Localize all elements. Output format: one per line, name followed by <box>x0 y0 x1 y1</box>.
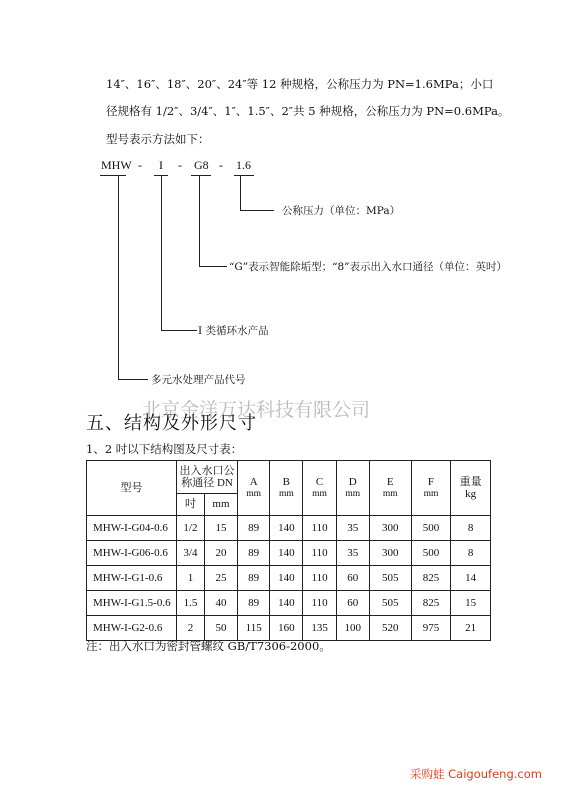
table-cell: 15 <box>451 591 491 616</box>
table-cell: 1.5 <box>177 591 205 616</box>
table-row <box>87 516 491 541</box>
table-cell: 110 <box>303 566 336 591</box>
table-cell: 89 <box>238 541 270 566</box>
header-f-label: F <box>427 476 435 488</box>
header-d-unit: mm <box>345 489 361 499</box>
footer-brand-en: Caigoufeng.com <box>448 767 542 781</box>
underline-mhw <box>100 175 126 176</box>
footer-brand[interactable] <box>410 766 542 782</box>
table-cell-model: MHW-I-G1-0.6 <box>87 566 177 591</box>
header-a-label: A <box>249 476 258 488</box>
model-code-part-pressure: 1.6 <box>236 158 251 172</box>
annotation-pressure: 公称压力（单位：MPa） <box>282 205 401 217</box>
table-cell: 1 <box>177 566 205 591</box>
intro-line-1: 14″、16″、18″、20″、24″等 12 种规格，公称压力为 PN=1.6MPa；小口 <box>106 77 494 91</box>
table-cell: 60 <box>336 566 369 591</box>
header-e-unit: mm <box>382 489 398 499</box>
table-cell: 89 <box>238 516 270 541</box>
table-cell: 35 <box>336 541 369 566</box>
table-cell: 110 <box>303 516 336 541</box>
annotation-product-code: 多元水处理产品代号 <box>151 374 246 386</box>
table-cell: 2 <box>177 616 205 641</box>
table-cell: 160 <box>270 616 303 641</box>
model-code-part-g8: G8 <box>194 158 209 172</box>
table-row <box>87 616 491 641</box>
connector-g8-h <box>199 266 227 267</box>
underline-g8 <box>191 175 211 176</box>
connector-i-h <box>161 330 197 331</box>
model-code-sep-2: - <box>178 158 182 172</box>
connector-mhw-v <box>118 175 119 380</box>
table-cell: 1/2 <box>177 516 205 541</box>
annotation-g8: “G”表示智能除垢型；“8”表示出入水口通径（单位：英吋） <box>229 261 508 273</box>
model-code-part-mhw: MHW <box>101 158 132 172</box>
header-weight-line1: 重量 <box>459 476 482 488</box>
underline-pressure <box>234 175 254 176</box>
connector-i-v <box>161 175 162 331</box>
header-a-unit: mm <box>246 489 262 499</box>
table-cell: 15 <box>204 516 237 541</box>
intro-line-2: 径规格有 1/2″、3/4″、1″、1.5″、2″共 5 种规格，公称压力为 PN=0.6MPa。 <box>106 104 510 118</box>
table-cell: 140 <box>270 541 303 566</box>
connector-pressure-h <box>240 210 274 211</box>
table-cell: 25 <box>204 566 237 591</box>
annotation-class-i: I 类循环水产品 <box>198 325 269 337</box>
table-cell: 500 <box>411 541 451 566</box>
header-b <box>270 461 303 516</box>
header-e-label: E <box>386 476 394 488</box>
table-cell-model: MHW-I-G06-0.6 <box>87 541 177 566</box>
table-cell: 20 <box>204 541 237 566</box>
table-cell: 89 <box>238 591 270 616</box>
watermark: 北京金洋万达科技有限公司 <box>142 399 371 421</box>
table-cell: 135 <box>303 616 336 641</box>
table-note: 注：出入水口为密封管螺纹 GB/T7306-2000。 <box>86 639 331 653</box>
header-inch: 吋 <box>177 493 205 515</box>
connector-pressure-v <box>240 175 241 211</box>
section-title: 五、结构及外形尺寸 <box>86 413 257 434</box>
header-weight-line2: kg <box>465 488 477 500</box>
table-cell: 110 <box>303 591 336 616</box>
model-code-part-i: I <box>159 158 163 172</box>
table-cell-model: MHW-I-G1.5-0.6 <box>87 591 177 616</box>
header-b-unit: mm <box>278 489 294 499</box>
table-cell: 3/4 <box>177 541 205 566</box>
table-cell: 40 <box>204 591 237 616</box>
table-subtitle: 1、2 吋以下结构图及尺寸表： <box>86 442 243 456</box>
header-mm: mm <box>204 493 237 515</box>
header-inlet-line2: 称通径 DN <box>181 476 233 489</box>
header-a <box>238 461 270 516</box>
table-cell: 14 <box>451 566 491 591</box>
table-cell: 115 <box>238 616 270 641</box>
table-row <box>87 566 491 591</box>
table-cell: 300 <box>369 541 411 566</box>
table-cell-model: MHW-I-G04-0.6 <box>87 516 177 541</box>
connector-mhw-h <box>118 379 148 380</box>
table-cell: 50 <box>204 616 237 641</box>
header-f <box>411 461 451 516</box>
table-cell: 140 <box>270 566 303 591</box>
table-cell: 500 <box>411 516 451 541</box>
table-cell-model: MHW-I-G2-0.6 <box>87 616 177 641</box>
table-row <box>87 541 491 566</box>
model-code-sep-1: - <box>138 158 142 172</box>
header-f-unit: mm <box>423 489 439 499</box>
header-model: 型号 <box>87 461 177 516</box>
header-c <box>303 461 336 516</box>
connector-g8-v <box>199 175 200 267</box>
header-e <box>369 461 411 516</box>
table-row <box>87 591 491 616</box>
table-cell: 300 <box>369 516 411 541</box>
table-cell: 110 <box>303 541 336 566</box>
table-cell: 825 <box>411 591 451 616</box>
table-cell: 21 <box>451 616 491 641</box>
header-d-label: D <box>348 476 357 488</box>
table-cell: 825 <box>411 566 451 591</box>
table-cell: 140 <box>270 516 303 541</box>
table-cell: 8 <box>451 541 491 566</box>
table-cell: 60 <box>336 591 369 616</box>
header-c-unit: mm <box>312 489 327 499</box>
header-inlet <box>177 461 238 494</box>
header-b-label: B <box>282 476 291 488</box>
table-cell: 505 <box>369 591 411 616</box>
table-cell: 35 <box>336 516 369 541</box>
table-cell: 975 <box>411 616 451 641</box>
table-cell: 100 <box>336 616 369 641</box>
header-c-label: C <box>315 476 324 488</box>
header-weight <box>451 461 491 516</box>
intro-line-3: 型号表示方法如下： <box>106 132 210 146</box>
table-cell: 140 <box>270 591 303 616</box>
dimension-table <box>86 460 491 641</box>
footer-brand-cn: 采购蛙 <box>410 767 445 781</box>
table-cell: 520 <box>369 616 411 641</box>
table-cell: 505 <box>369 566 411 591</box>
table-cell: 89 <box>238 566 270 591</box>
model-code-sep-3: - <box>219 158 223 172</box>
header-inlet-line1: 出入水口公 <box>179 464 235 477</box>
table-cell: 8 <box>451 516 491 541</box>
header-d <box>336 461 369 516</box>
